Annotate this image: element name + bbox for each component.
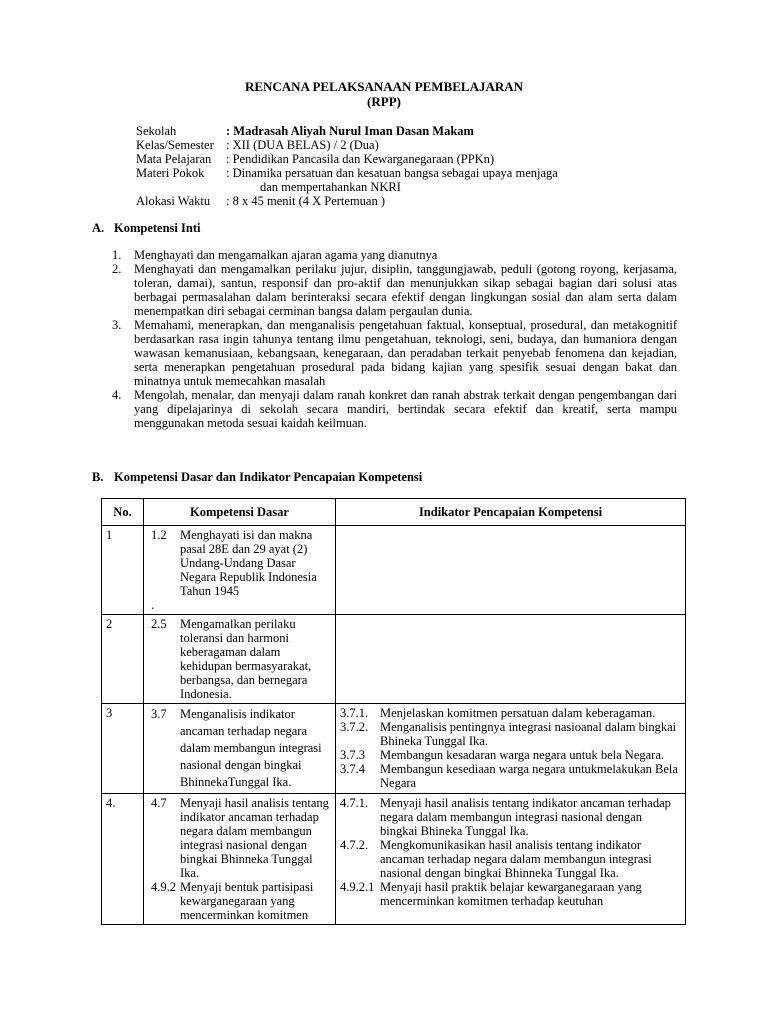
ipk-item [340, 720, 681, 748]
ipk-code: 3.7.1. [340, 706, 369, 720]
ipk-item [340, 796, 681, 838]
list-item-number: 2. [112, 262, 122, 276]
kd-code: 1.2 [151, 528, 167, 542]
kd-item [148, 880, 331, 922]
ipk-text: Menyaji hasil analisis tentang indikator ancaman terhadap negara dalam membangun integrasi nasional dengan bingkai Bhineka Tunggal Ika. [380, 796, 671, 838]
ipk-cell-empty [336, 615, 686, 704]
section-a-title: Kompetensi Inti [114, 221, 201, 235]
section-b-letter: B. [92, 470, 104, 484]
ipk-text: Membangun kesediaan warga negara untukmelakukan Bela Negara [380, 762, 678, 790]
kd-code: 2.5 [151, 617, 167, 631]
row-number: 3 [102, 704, 144, 794]
list-item [112, 388, 677, 430]
list-item-number: 3. [112, 318, 122, 332]
row-number: 2 [102, 615, 144, 704]
competency-table [101, 498, 686, 925]
section-a-letter: A. [92, 221, 105, 235]
topic-value: : Dinamika persatuan dan kesatuan bangsa sebagai upaya menjaga [226, 166, 558, 180]
table-row [102, 704, 686, 794]
section-a-heading [92, 221, 200, 235]
list-item-text: Mengolah, menalar, dan menyaji dalam ranah konkret dan ranah abstrak terkait dengan pengembangan dari yang dipelajarinya di sekolah secara mandiri, bertindak secara efektif dan kreatif, serta mampu menggunakan metoda sesuai kaidah keilmuan. [134, 388, 677, 430]
ipk-cell-empty [336, 526, 686, 615]
ipk-code: 4.9.2.1 [340, 880, 375, 894]
ipk-cell [336, 704, 686, 794]
ipk-code: 3.7.2. [340, 720, 369, 734]
list-item [112, 248, 677, 262]
kd-code: 3.7 [151, 707, 167, 721]
table-row [102, 615, 686, 704]
kd-code: 4.7 [151, 796, 167, 810]
subject-label: Mata Pelajaran [136, 152, 212, 166]
ipk-text: Membangun kesadaran warga negara untuk bela Negara. [380, 748, 665, 762]
list-item-number: 1. [112, 248, 122, 262]
kd-text: Menyaji hasil analisis tentang indikator ancaman terhadap negara dalam membangun integrasi nasional dengan bingkai Bhinneka Tunggal Ika. [180, 796, 329, 880]
kd-cell [144, 794, 336, 925]
school-value: : Madrasah Aliyah Nurul Iman Dasan Makam [226, 124, 474, 138]
kd-cell [144, 615, 336, 704]
list-item-text: Memahami, menerapkan, dan menganalisis pengetahuan faktual, konseptual, prosedural, dan metakognitif berdasarkan rasa ingin tahunya tentang ilmu pengetahuan, teknologi, seni, budaya, dan humaniora dengan wawasan kemanusiaan, kebangsaan, kenegaraan, dan peradaban terkait penyebab fenomena dan kejadian, serta menerapkan pengetahuan prosedural pada bidang kajian yang spesifik sesuai dengan bakat dan minatnya untuk memecahkan masalah [134, 318, 677, 388]
ipk-text: Menjelaskan komitmen persatuan dalam keberagaman. [380, 706, 656, 720]
list-item [112, 318, 677, 388]
topic-label: Materi Pokok [136, 166, 205, 180]
kd-cell [144, 526, 336, 615]
kd-text: Mengamalkan perilaku toleransi dan harmoni keberagaman dalam kehidupan bermasyarakat, berbangsa, dan bernegara Indonesia. [180, 617, 312, 701]
list-item-text: Menghayati dan mengamalkan ajaran agama yang dianutnya [134, 248, 438, 262]
kompetensi-inti-list [112, 248, 677, 430]
ipk-code: 3.7.3 [340, 748, 365, 762]
class-value: : XII (DUA BELAS) / 2 (Dua) [226, 138, 379, 152]
list-item-text: Menghayati dan mengamalkan perilaku jujur, disiplin, tanggungjawab, peduli (gotong royong, kerjasama, toleran, damai), santun, responsif dan pro-aktif dan menunjukkan sikap sebagai bagian dari solusi atas berbagai permasalahan dalam berinteraksi secara efektif dengan lingkungan sosial dan alam serta dalam menempatkan diri sebagai cerminan bangsa dalam pergaulan dunia. [134, 262, 677, 318]
kd-text: Menganalisis indikator ancaman terhadap negara dalam membangun integrasi nasional dengan bingkai BhinnekaTunggal Ika. [180, 707, 322, 789]
table-header-row [102, 499, 686, 526]
ipk-code: 3.7.4 [340, 762, 365, 776]
kd-code: 4.9.2 [151, 880, 176, 894]
list-item [112, 262, 677, 318]
kd-cell [144, 704, 336, 794]
table-row [102, 526, 686, 615]
header-kd: Kompetensi Dasar [144, 499, 336, 526]
ipk-item [340, 706, 681, 720]
row-number: 1 [102, 526, 144, 615]
kd-text: Menghayati isi dan makna pasal 28E dan 29 ayat (2) Undang-Undang Dasar Negara Republik Indonesia Tahun 1945 [180, 528, 317, 598]
ipk-code: 4.7.2. [340, 838, 369, 852]
section-b-heading [92, 470, 422, 484]
section-b-title: Kompetensi Dasar dan Indikator Pencapaian Kompetensi [114, 470, 423, 484]
time-label: Alokasi Waktu [136, 194, 211, 208]
title-line-1: RENCANA PELAKSANAAN PEMBELAJARAN [244, 79, 524, 94]
class-label: Kelas/Semester [136, 138, 214, 152]
kd-tail: . [151, 598, 155, 612]
kd-item [148, 796, 331, 880]
ipk-text: Mengkomunikasikan hasil analisis tentang indikator ancaman terhadap negara dalam membangun integrasi nasional dengan bingkai Bhinneka Tunggal Ika. [380, 838, 652, 880]
ipk-item [340, 762, 681, 790]
header-no: No. [102, 499, 144, 526]
topic-value-continued: dan mempertahankan NKRI [260, 180, 401, 194]
kd-text: Menyaji bentuk partisipasi kewarganegaraan yang mencerminkan komitmen [180, 880, 314, 922]
ipk-item [340, 748, 681, 762]
kd-item [148, 528, 331, 598]
ipk-text: Menganalisis pentingnya integrasi nasioanal dalam bingkai Bhineka Tunggal Ika. [380, 720, 677, 748]
row-number: 4. [102, 794, 144, 925]
time-value: : 8 x 45 menit (4 X Pertemuan ) [226, 194, 385, 208]
kd-item [148, 706, 331, 791]
title-line-2: (RPP) [367, 94, 401, 109]
ipk-cell [336, 794, 686, 925]
ipk-code: 4.7.1. [340, 796, 369, 810]
header-ipk: Indikator Pencapaian Kompetensi [336, 499, 686, 526]
kd-item [148, 617, 331, 701]
ipk-text: Menyaji hasil praktik belajar kewarganegaraan yang mencerminkan komitmen terhadap keutuhan [380, 880, 642, 908]
subject-value: : Pendidikan Pancasila dan Kewarganegaraan (PPKn) [226, 152, 495, 166]
table-row [102, 794, 686, 925]
document-title [0, 79, 768, 109]
list-item-number: 4. [112, 388, 122, 402]
ipk-item [340, 880, 681, 908]
school-label: Sekolah [136, 124, 177, 138]
ipk-item [340, 838, 681, 880]
